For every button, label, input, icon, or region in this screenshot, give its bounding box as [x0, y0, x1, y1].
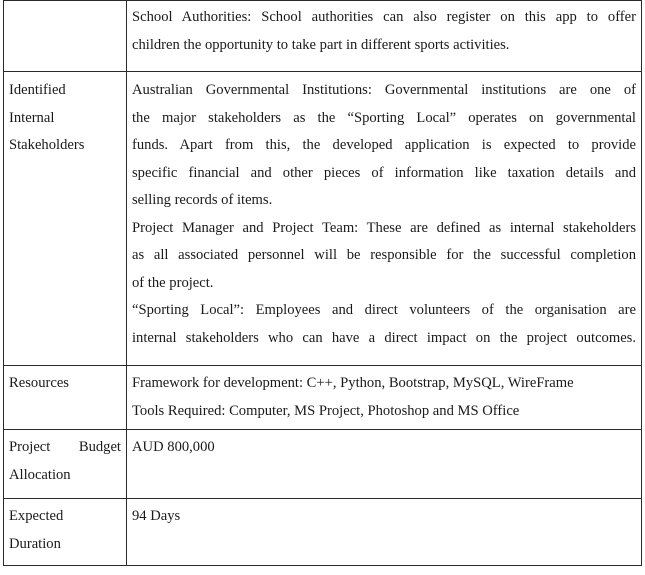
text-line: of the project. — [132, 274, 214, 291]
text-line: internal stakeholders who can have a direct impact on the project outcomes. — [132, 329, 636, 346]
table-row — [4, 366, 642, 430]
budget-cell — [127, 430, 642, 499]
text-line: Project Manager and Project Team: These are defined as internal stakeholders — [132, 219, 636, 236]
text-line: Tools Required: Computer, MS Project, Photoshop and MS Office — [132, 402, 520, 419]
duration-value: 94 Days — [132, 508, 181, 524]
duration-cell — [127, 499, 642, 566]
row-label-identified-internal-stakeholders — [4, 72, 127, 366]
text-line: funds. Apart from this, the developed application is expected to provide — [132, 137, 636, 153]
label-line: Identified — [9, 82, 66, 98]
row-label-expected-duration — [4, 499, 127, 566]
school-authorities-cell — [127, 1, 642, 72]
label-line: Project Budget — [9, 439, 121, 455]
internal-stakeholders-cell — [127, 72, 642, 366]
table-row — [4, 1, 642, 72]
text-line: children the opportunity to take part in different sports activities. — [132, 36, 510, 53]
table-row — [4, 72, 642, 366]
label-line: Internal — [9, 109, 55, 126]
text-line: specific financial and other pieces of information like taxation details and — [132, 164, 636, 181]
text-line: the major stakeholders as the “Sporting Local” operates on governmental — [132, 109, 636, 126]
label-line: Resources — [9, 375, 69, 391]
text-line: Framework for development: C++, Python, Bootstrap, MySQL, WireFrame — [132, 375, 574, 391]
stakeholder-table — [3, 0, 642, 566]
budget-value: AUD 800,000 — [132, 439, 215, 455]
label-line: Allocation — [9, 466, 71, 483]
text-line: “Sporting Local”: Employees and direct volunteers of the organisation are — [132, 302, 636, 318]
resources-cell — [127, 366, 642, 430]
row-label-project-budget-allocation — [4, 430, 127, 499]
label-line: Expected — [9, 508, 64, 524]
text-line: School Authorities: School authorities can also register on this app to offer — [132, 9, 636, 25]
row-label-resources — [4, 366, 127, 430]
text-line: Australian Governmental Institutions: Governmental institutions are one of — [132, 82, 636, 98]
label-line: Stakeholders — [9, 137, 85, 153]
row-label-empty — [4, 1, 127, 72]
label-line: Duration — [9, 535, 61, 552]
table-row — [4, 430, 642, 499]
text-line: as all associated personnel will be responsible for the successful completion — [132, 247, 636, 263]
text-line: selling records of items. — [132, 192, 273, 208]
table-row — [4, 499, 642, 566]
